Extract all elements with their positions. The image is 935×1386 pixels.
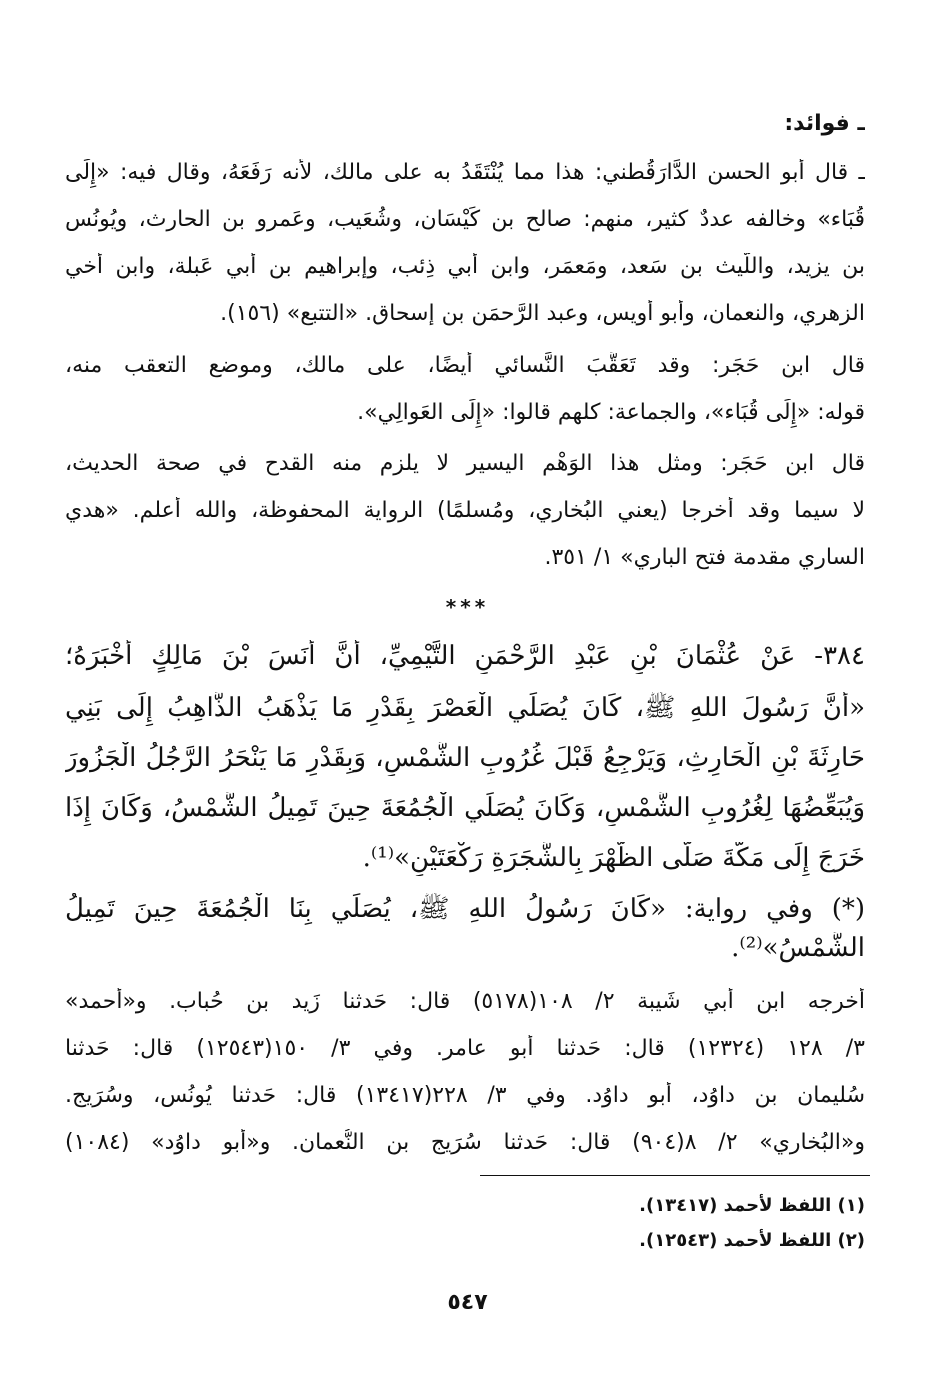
ibn-hajar-note-1-line-2: قوله: «إِلَى قُبَاء»، والجماعة: كلهم قالوا: «إِلَى العَوالِي». (357, 400, 865, 425)
footnote-1: (١) اللفظ لأحمد (١٣٤١٧). (639, 1195, 865, 1216)
footnote-2: (٢) اللفظ لأحمد (١٢٥٤٣). (639, 1230, 865, 1251)
section-heading: ـ فوائد: (784, 111, 865, 136)
takhrij-line-2: ٣/ ١٢٨ (١٢٣٢٤) قال: حَدثنا أبو عامر. وفي ٣/ ١٥٠(١٢٥٤٣) قال: حَدثنا (65, 1036, 865, 1061)
benefits-line-3: بن يزيد، واللَّيث بن سَعد، ومَعمَر، وابن أبي ذِئب، وإبراهيم بن أبي عَبلة، وابن أخي (65, 254, 865, 279)
benefits-line-2: قُبَاء» وخالفه عددٌ كثير، منهم: صالح بن كَيْسَان، وشُعَيب، وعَمرو بن الحارث، ويُونُس (65, 207, 865, 232)
page-number: ٥٤٧ (447, 1290, 488, 1315)
ibn-hajar-note-2-line-2: لا سيما وقد أخرجا (يعني البُخاري، ومُسلمًا) الرواية المحفوظة، والله أعلم. «هدي (65, 498, 865, 523)
hadith-text-line-4: خَرَجَ إِلَى مَكَّةَ صَلَّى الظُّهْرَ بِالشَّجَرَةِ رَكْعَتَيْنِ»⁽¹⁾. (362, 843, 865, 873)
benefits-line-1: ـ قال أبو الحسن الدَّارَقُطني: هذا مما يُنْتَقَدُ به على مالك، لأنه رَفَعَهُ، وقال فيه: «إِلَى (65, 160, 865, 185)
section-separator: *** (445, 595, 490, 619)
takhrij-line-3: سُليمان بن داوُد، أبو داوُد. وفي ٣/ ٢٢٨(١٣٤١٧) قال: حَدثنا يُونُس، وسُرَيج. (65, 1083, 865, 1108)
footnote-divider (480, 1175, 870, 1176)
hadith-text-line-3: وَيُبَعِّضُهَا لِغُرُوبِ الشَّمْسِ، وَكَانَ يُصَلِّي الْجُمُعَةَ حِينَ تَمِيلُ الشَّمْسُ، وَكَانَ إِذَا (65, 793, 865, 823)
ibn-hajar-note-2-line-1: قال ابن حَجَر: ومثل هذا الوَهْم اليسير لا يلزم منه القدح في صحة الحديث، (65, 451, 865, 476)
hadith-text-line-1: «أَنَّ رَسُولَ اللهِ ﷺ، كَانَ يُصَلِّي الْعَصْرَ بِقَدْرِ مَا يَذْهَبُ الذَّاهِبُ إِلَى بَنِي (65, 693, 865, 723)
takhrij-line-4: و«البُخاري» ٢/ ٨(٩٠٤) قال: حَدثنا سُرَيج بن النُّعمان. و«أبو داوُد» (١٠٨٤) (65, 1130, 865, 1155)
ibn-hajar-note-2-line-3: الساري مقدمة فتح الباري» ١/ ٣٥١. (544, 545, 865, 570)
takhrij-line-1: أخرجه ابن أبي شَيبة ٢/ ١٠٨(٥١٧٨) قال: حَدثنا زَيد بن حُباب. و«أحمد» (65, 989, 865, 1014)
hadith-text-line-2: حَارِثَةَ بْنِ الْحَارِثِ، وَيَرْجِعُ قَبْلَ غُرُوبِ الشَّمْسِ، وَبِقَدْرِ مَا يَنْحَرُ الرَّجُلُ الْجَزُورَ (65, 743, 865, 773)
hadith-intro: ٣٨٤- عَنْ عُثْمَانَ بْنِ عَبْدِ الرَّحْمَنِ التَّيْمِيِّ، أَنَّ أَنَسَ بْنَ مَالِكٍ أَخْبَرَهُ؛ (65, 641, 865, 671)
riwaya-line-1: (*) وفي رواية: «كَانَ رَسُولُ اللهِ ﷺ، يُصَلِّي بِنَا الْجُمُعَةَ حِينَ تَمِيلُ (65, 894, 865, 924)
riwaya-line-2: الشَّمْسُ»⁽²⁾. (731, 933, 865, 963)
ibn-hajar-note-1-line-1: قال ابن حَجَر: وقد تَعَقَّبَ النَّسائي أيضًا، على مالك، وموضع التعقب منه، (65, 353, 865, 378)
benefits-line-4: الزهري، والنعمان، وأبو أُويس، وعبد الرَّحمَن بن إسحاق. «التتبع» (١٥٦). (220, 301, 865, 326)
